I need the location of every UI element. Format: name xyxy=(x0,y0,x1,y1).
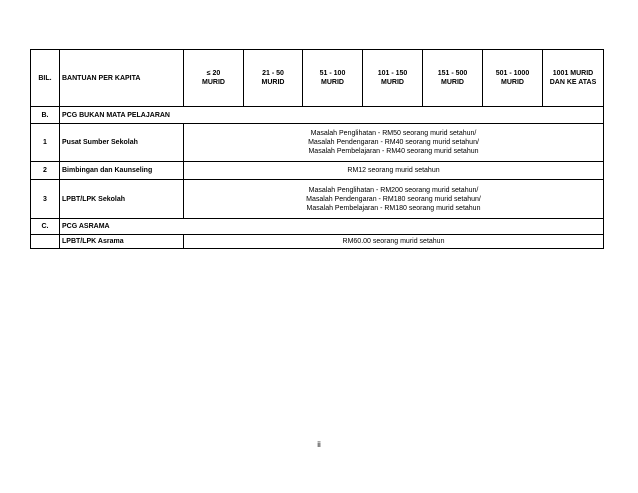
row-lpbt-asrama xyxy=(31,235,604,249)
row-1-line-1: Masalah Penglihatan - RM50 seorang murid setahun/ xyxy=(310,130,477,137)
header-row xyxy=(31,50,604,107)
header-col-6 xyxy=(483,50,543,107)
header-col-2 xyxy=(244,50,303,107)
row-asrama-name: LPBT/LPK Asrama xyxy=(60,235,184,249)
header-col-7 xyxy=(543,50,604,107)
row-3-line-2: Masalah Pendengaran - RM180 seorang murid setahun/ xyxy=(306,195,481,203)
row-2-number: 2 xyxy=(31,162,60,180)
header-col-7-l2: DAN KE ATAS xyxy=(549,79,597,86)
page-number: ii xyxy=(317,440,321,449)
header-col-1-l1: ≤ 20 xyxy=(206,70,221,77)
row-1-number: 1 xyxy=(31,124,60,162)
header-col-6-l1: 501 - 1000 xyxy=(495,70,530,77)
header-col-2-l1: 21 - 50 xyxy=(262,70,284,77)
row-asrama-value xyxy=(184,235,604,249)
header-col-3 xyxy=(303,50,363,107)
row-3-line-1: Masalah Penglihatan - RM200 seorang murid setahun/ xyxy=(308,186,479,194)
header-col-7-l1: 1001 MURID xyxy=(552,70,594,77)
header-bantuan: BANTUAN PER KAPITA xyxy=(60,50,184,107)
row-asrama-line-1: RM60.00 seorang murid setahun xyxy=(342,238,445,245)
row-3-name: LPBT/LPK Sekolah xyxy=(60,180,184,219)
section-row-c xyxy=(31,219,604,235)
row-lpbt-sekolah xyxy=(31,180,604,219)
section-c-code: C. xyxy=(31,219,60,235)
row-bimbingan xyxy=(31,162,604,180)
header-col-2-l2: MURID xyxy=(261,79,285,86)
header-col-3-l1: 51 - 100 xyxy=(319,70,346,77)
section-c-title: PCG ASRAMA xyxy=(60,219,604,235)
row-asrama-number xyxy=(31,235,60,249)
header-col-4 xyxy=(363,50,423,107)
header-bil: BIL. xyxy=(31,50,60,107)
row-1-line-2: Masalah Pendengaran - RM40 seorang murid setahun/ xyxy=(308,139,479,146)
row-pusat-sumber xyxy=(31,124,604,162)
section-b-code: B. xyxy=(31,107,60,124)
header-col-5-l1: 151 - 500 xyxy=(437,70,468,77)
allocation-table xyxy=(30,49,604,249)
section-row-b xyxy=(31,107,604,124)
header-col-4-l1: 101 - 150 xyxy=(377,70,408,77)
section-b-title: PCG BUKAN MATA PELAJARAN xyxy=(60,107,604,124)
header-col-1-l2: MURID xyxy=(202,79,225,86)
header-col-3-l2: MURID xyxy=(321,79,344,86)
row-1-line-3: Masalah Pembelajaran - RM40 seorang murid setahun xyxy=(308,148,479,155)
header-col-5 xyxy=(423,50,483,107)
row-1-name: Pusat Sumber Sekolah xyxy=(60,124,184,162)
row-2-line-1: RM12 seorang murid setahun xyxy=(347,167,440,174)
header-col-4-l2: MURID xyxy=(381,79,404,86)
row-2-name: Bimbingan dan Kaunseling xyxy=(60,162,184,180)
header-col-6-l2: MURID xyxy=(501,79,524,86)
header-col-1 xyxy=(184,50,244,107)
row-1-value xyxy=(184,124,604,162)
header-col-5-l2: MURID xyxy=(441,79,464,86)
row-3-number: 3 xyxy=(31,180,60,219)
row-3-line-3: Masalah Pembelajaran - RM180 seorang murid setahun xyxy=(306,204,481,212)
row-2-value xyxy=(184,162,604,180)
row-3-value xyxy=(184,180,604,219)
